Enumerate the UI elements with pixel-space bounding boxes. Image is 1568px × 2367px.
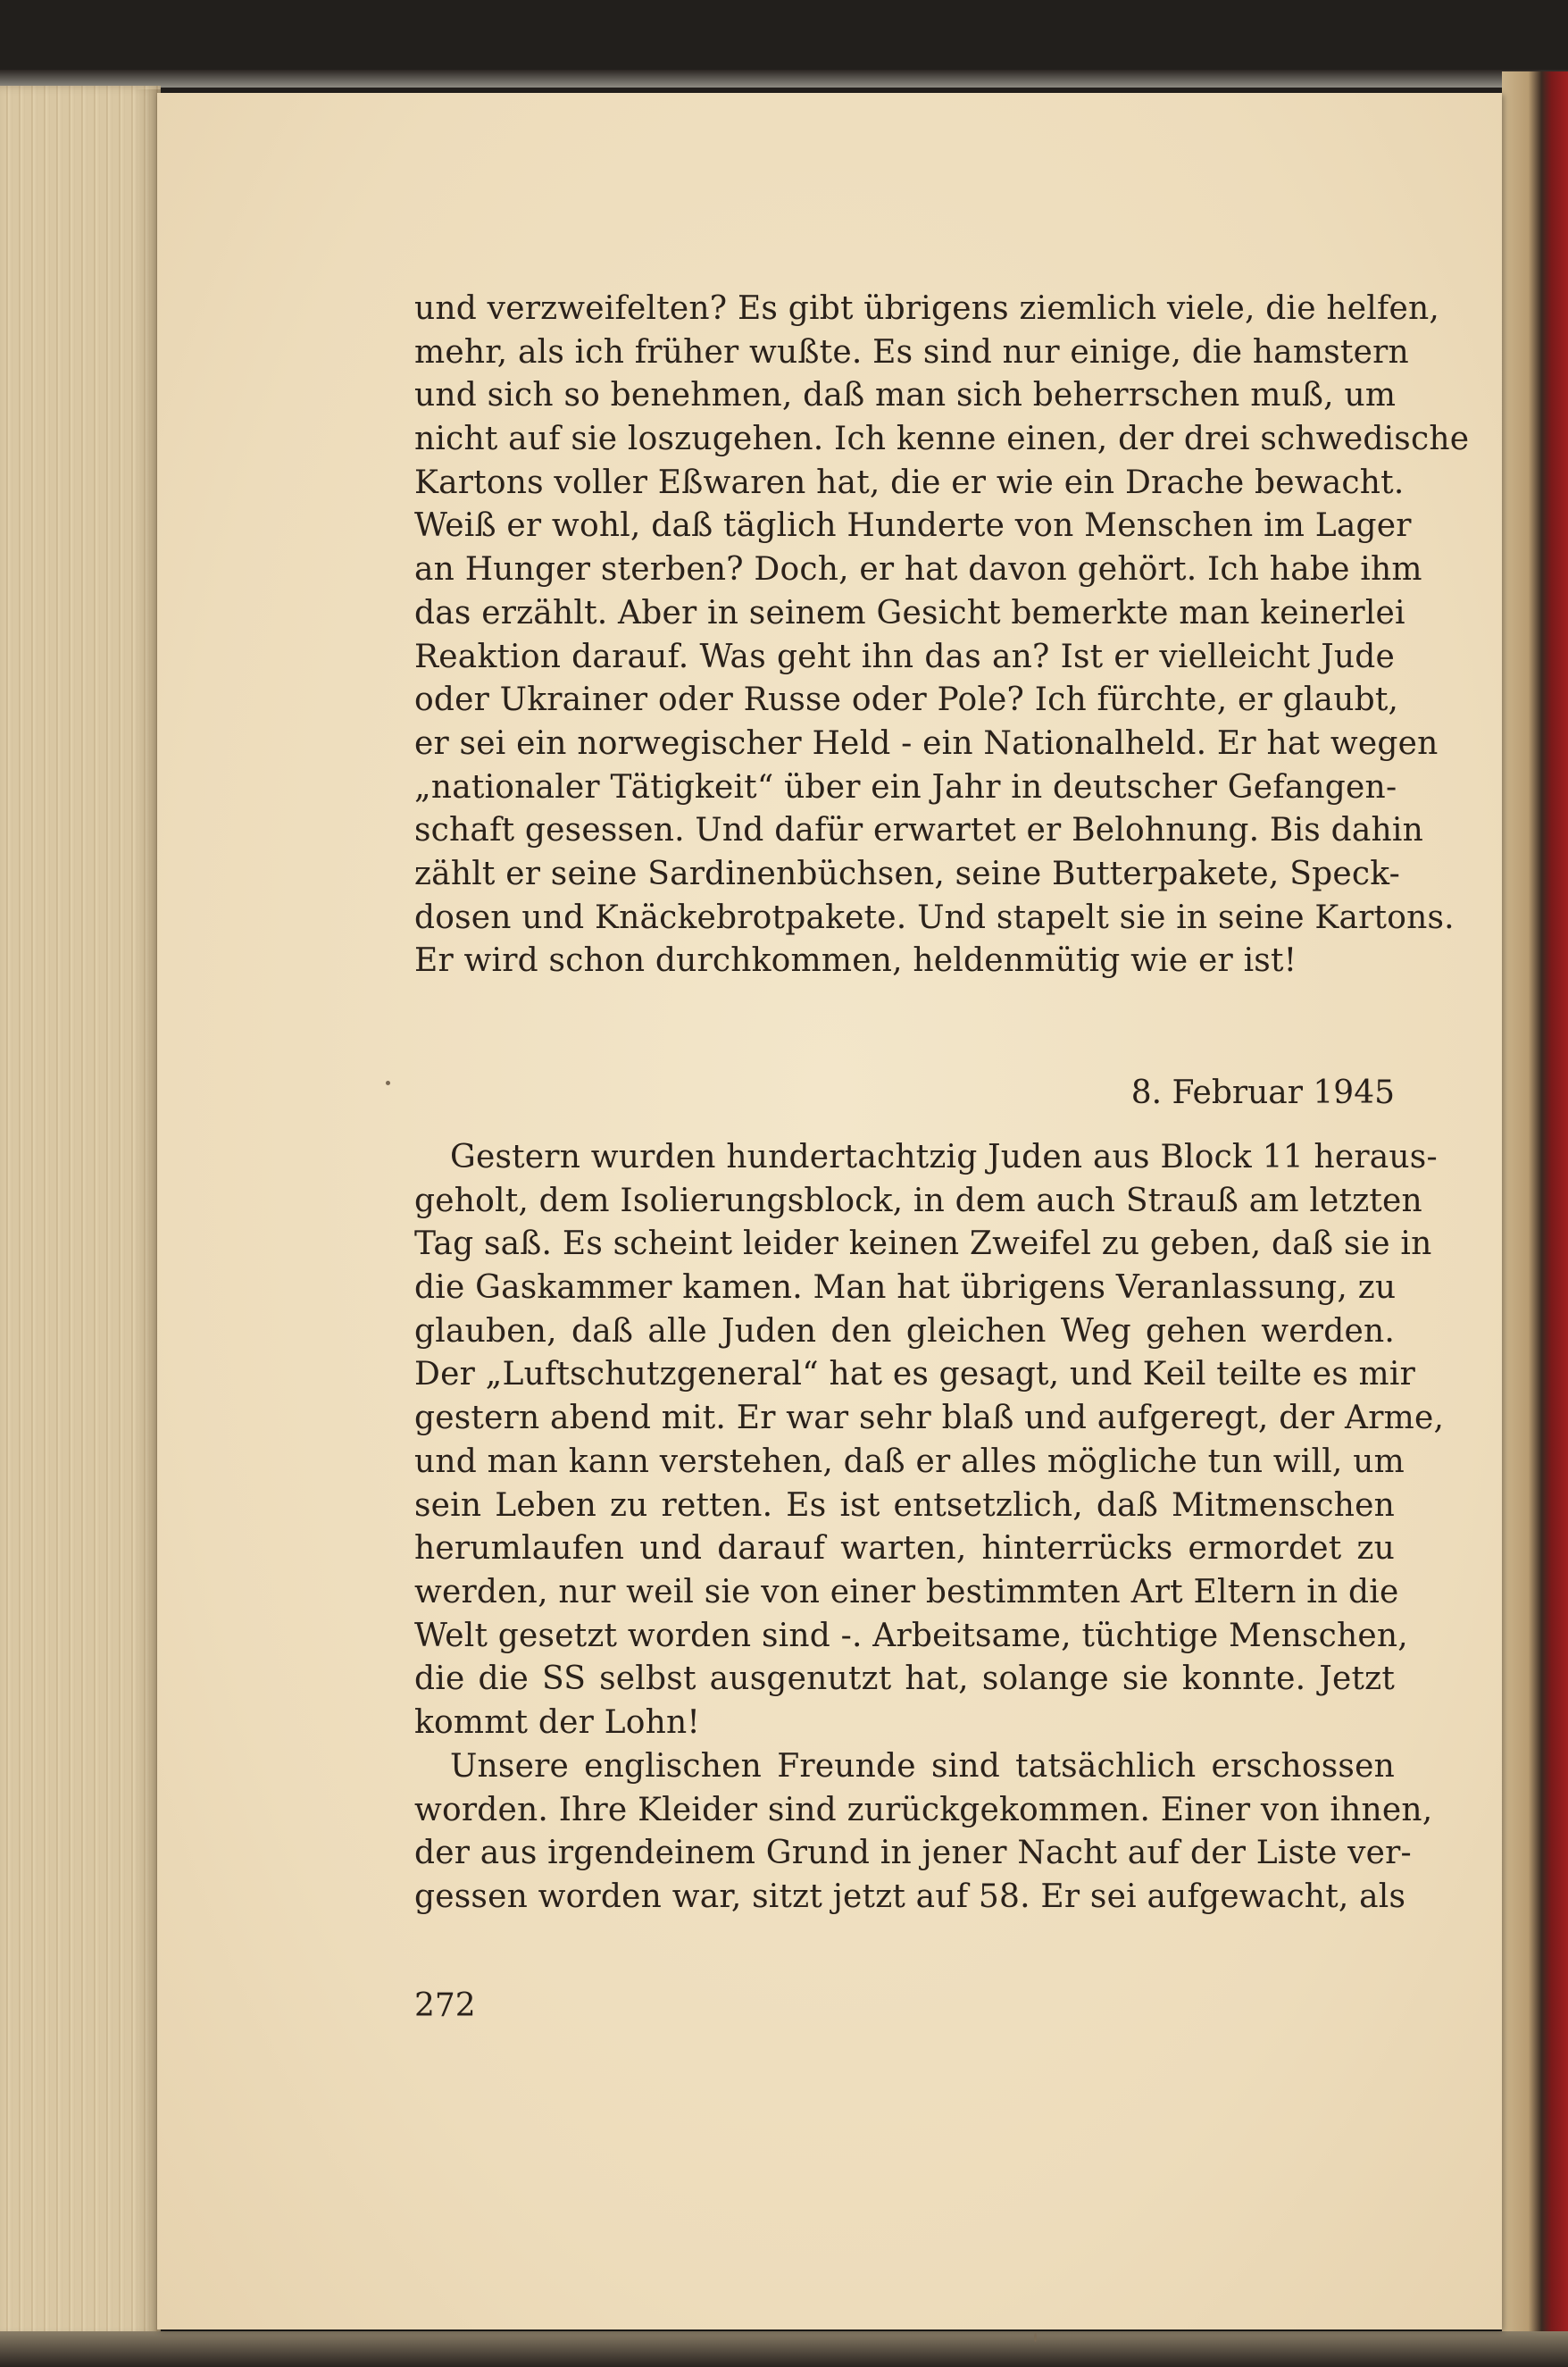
text-line: die Gaskammer kamen. Man hat übrigens Veranlassung, zu <box>414 1269 1397 1307</box>
text-line: Gestern wurden hundertachtzig Juden aus Block 11 heraus- <box>450 1139 1438 1175</box>
text-line: dosen und Knäckebrotpakete. Und stapelt sie in seine Kartons. <box>414 899 1455 936</box>
text-line: Er wird schon durchkommen, heldenmütig wie er ist! <box>414 942 1297 980</box>
text-line: die die SS selbst ausgenutzt hat, solange sie konnte. Jetzt <box>414 1660 1395 1698</box>
text-line: Reaktion darauf. Was geht ihn das an? Ist er vielleicht Jude <box>414 638 1395 675</box>
text-line: und verzweifelten? Es gibt übrigens ziemlich viele, die helfen, <box>414 290 1440 327</box>
text-line: Tag saß. Es scheint leider keinen Zweifel zu geben, daß sie in <box>414 1225 1432 1263</box>
paragraph-3 <box>414 1745 1433 1920</box>
text-line: nicht auf sie loszugehen. Ich kenne einen, der drei schwedische <box>414 421 1470 458</box>
text-line: schaft gesessen. Und dafür erwartet er Belohnung. Bis dahin <box>414 812 1423 849</box>
text-line: an Hunger sterben? Doch, er hat davon gehört. Ich habe ihm <box>414 551 1422 589</box>
paper-speck <box>386 1081 390 1085</box>
text-line: gessen worden war, sitzt jetzt auf 58. Er sei aufgewacht, als <box>414 1878 1406 1916</box>
text-line: das erzählt. Aber in seinem Gesicht bemerkte man keinerlei <box>414 594 1405 631</box>
book-cover-bottom-edge <box>0 2331 1568 2367</box>
book-cover-right-edge <box>1502 71 1568 2340</box>
text-line: Welt gesetzt worden sind -. Arbeitsame, tüchtige Menschen, <box>414 1617 1408 1654</box>
text-line: der aus irgendeinem Grund in jener Nacht auf der Liste ver- <box>414 1835 1412 1872</box>
text-line: sein Leben zu retten. Es ist entsetzlich, daß Mitmenschen <box>414 1486 1395 1524</box>
text-line: Kartons voller Eßwaren hat, die er wie ein Drache bewacht. <box>414 464 1405 501</box>
text-line: oder Ukrainer oder Russe oder Pole? Ich fürchte, er glaubt, <box>414 682 1399 719</box>
book-cover-top-edge <box>0 70 1568 88</box>
paragraph-2 <box>414 1136 1445 1745</box>
text-line: kommt der Lohn! <box>414 1703 701 1741</box>
text-line: Der „Luftschutzgeneral“ hat es gesagt, und Keil teilte es mir <box>414 1356 1415 1393</box>
text-line: zählt er seine Sardinenbüchsen, seine Butterpakete, Speck- <box>414 855 1400 892</box>
text-line: mehr, als ich früher wußte. Es sind nur einige, die hamstern <box>414 333 1409 371</box>
text-line: gestern abend mit. Er war sehr blaß und aufgeregt, der Arme, <box>414 1400 1445 1437</box>
date-heading: 8. Februar 1945 <box>1130 1075 1395 1111</box>
text-line: worden. Ihre Kleider sind zurückgekommen. Einer von ihnen, <box>414 1791 1433 1828</box>
text-line: glauben, daß alle Juden den gleichen Weg gehen werden. <box>414 1312 1395 1350</box>
page-number: 272 <box>414 1987 476 2024</box>
text-line: und man kann verstehen, daß er alles mögliche tun will, um <box>414 1443 1405 1480</box>
text-line: Weiß er wohl, daß täglich Hunderte von Menschen im Lager <box>414 507 1412 545</box>
text-line: werden, nur weil sie von einer bestimmten Art Eltern in die <box>414 1573 1399 1610</box>
text-line: geholt, dem Isolierungsblock, in dem auch Strauß am letzten <box>414 1182 1422 1219</box>
paper-speck <box>1034 2333 1037 2342</box>
text-line: er sei ein norwegischer Held - ein Nationalheld. Er hat wegen <box>414 724 1439 762</box>
text-line: und sich so benehmen, daß man sich beherrschen muß, um <box>414 377 1397 414</box>
text-line: herumlaufen und darauf warten, hinterrücks ermordet zu <box>414 1530 1395 1568</box>
text-line: „nationaler Tätigkeit“ über ein Jahr in deutscher Gefangen- <box>414 768 1397 806</box>
paragraph-1 <box>414 288 1470 983</box>
text-line: Unsere englischen Freunde sind tatsächlich erschossen <box>450 1748 1395 1785</box>
